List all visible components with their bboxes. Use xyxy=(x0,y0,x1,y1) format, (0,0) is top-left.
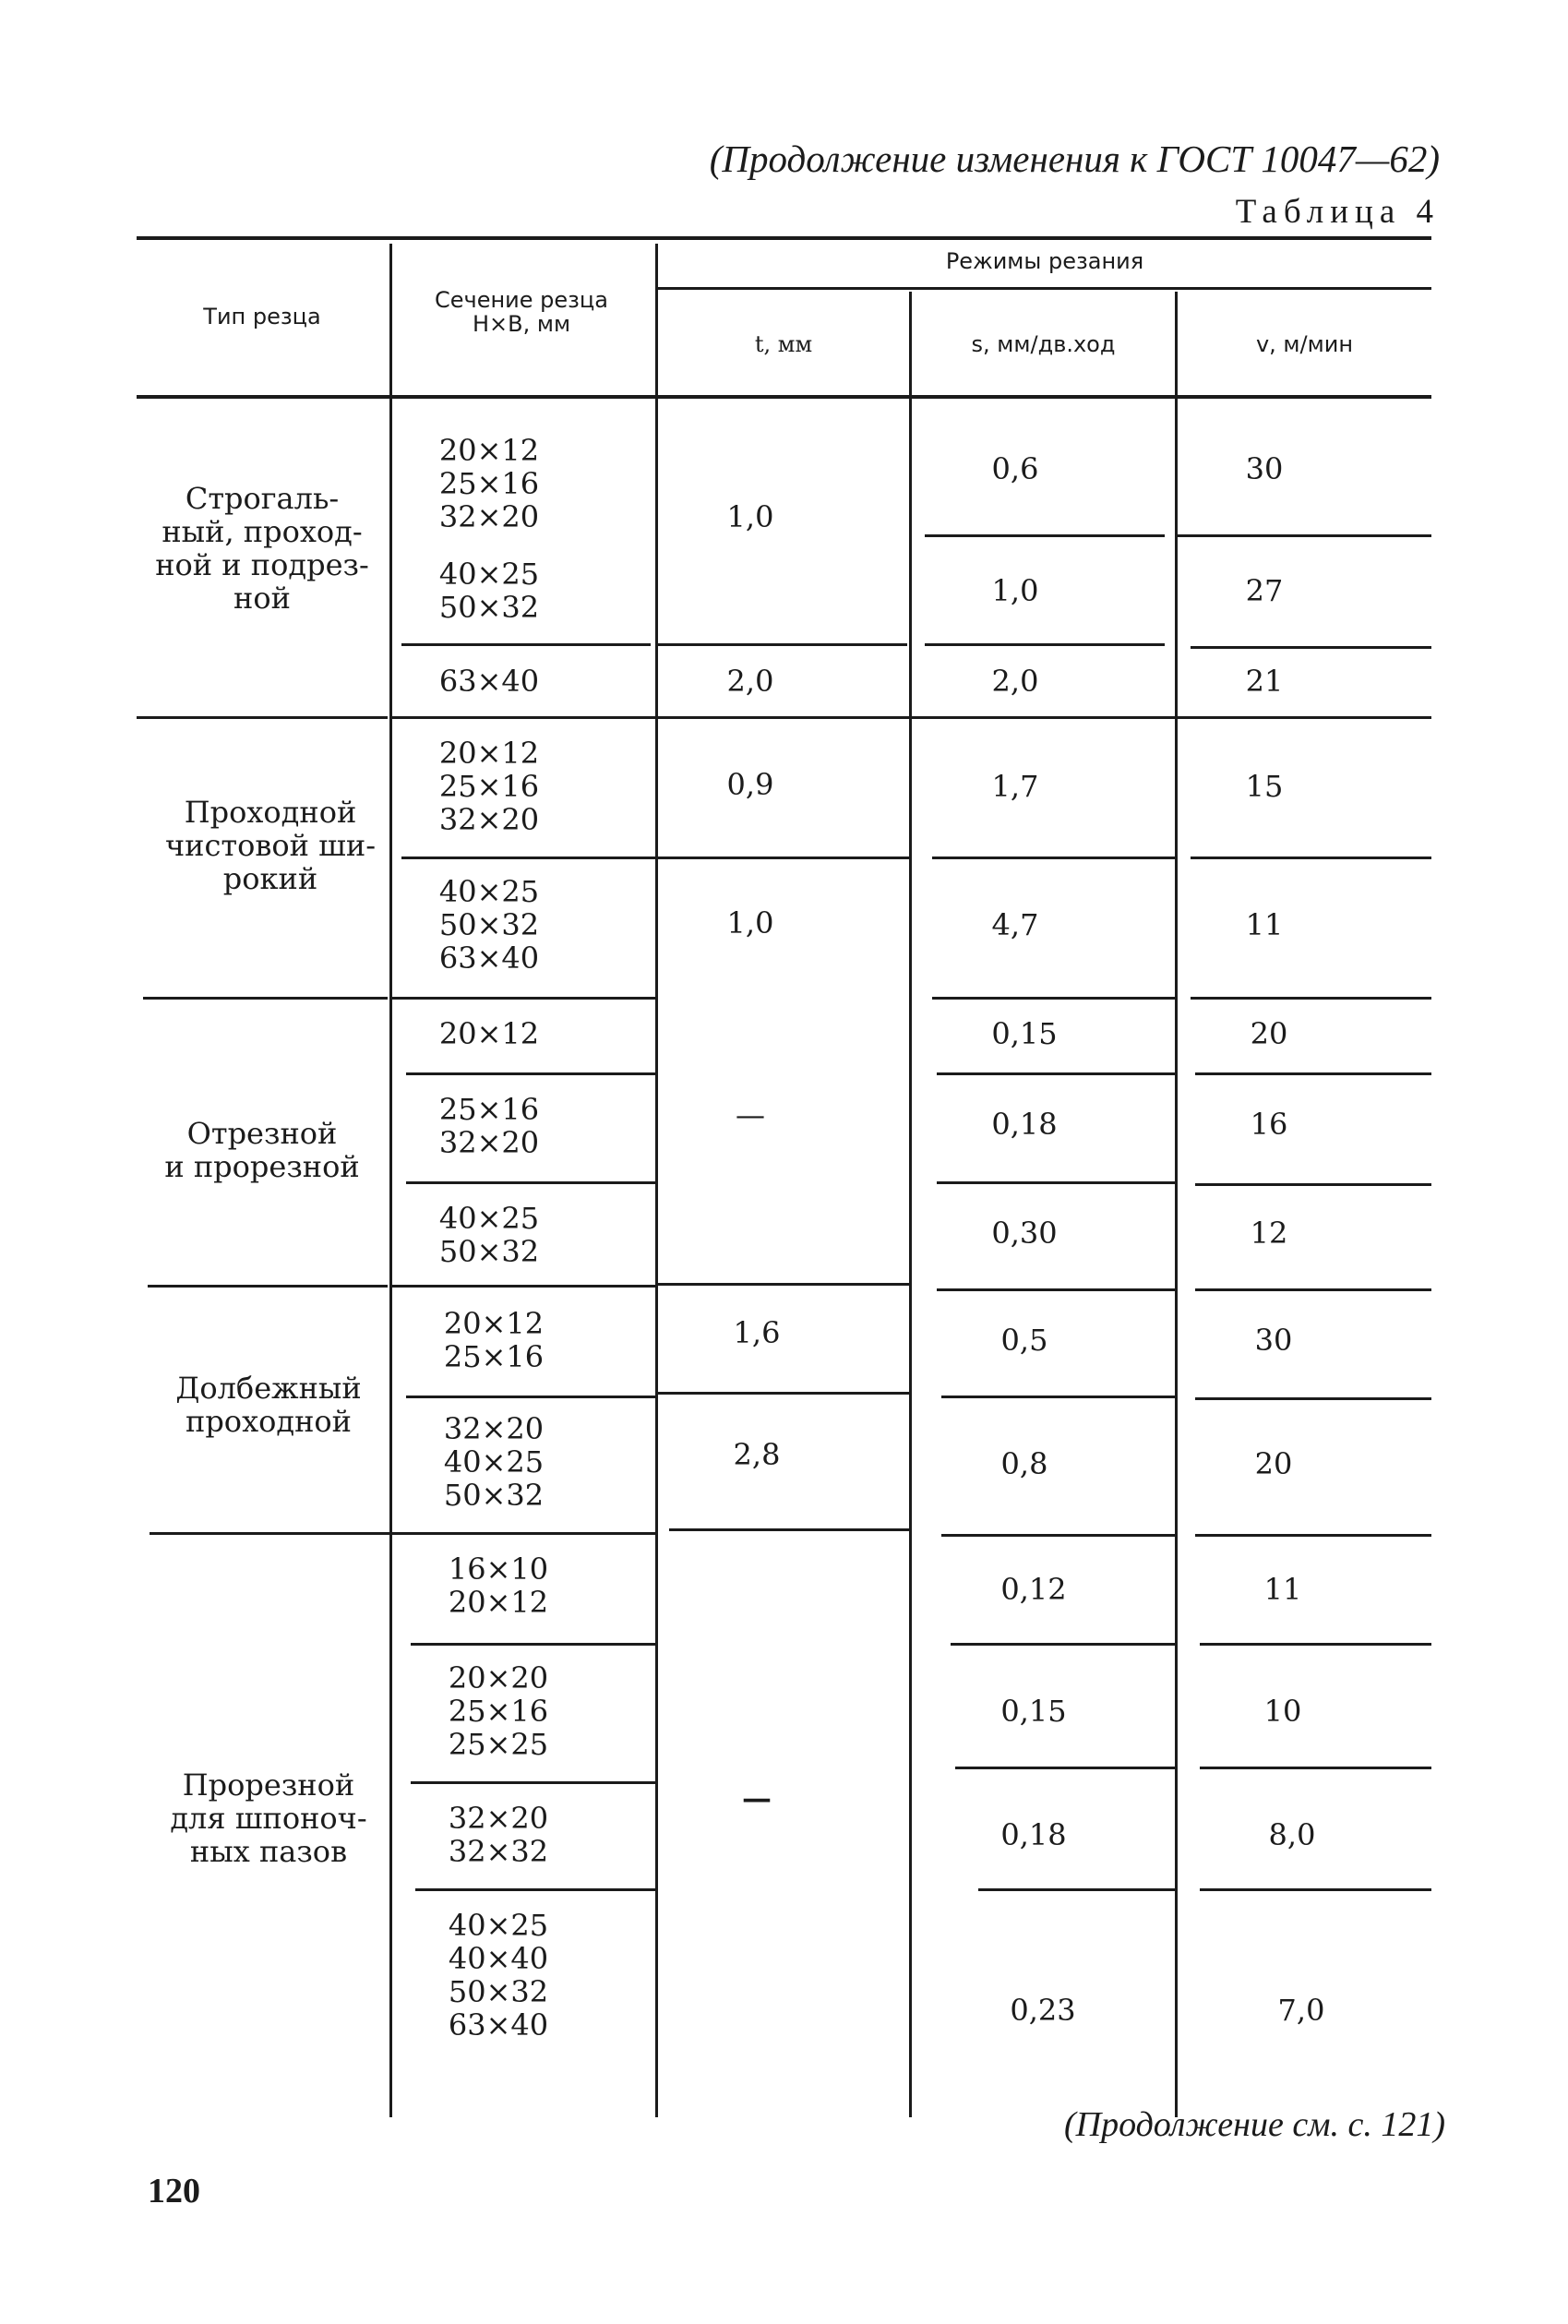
s-value-cell: 0,18 xyxy=(1000,1817,1067,1852)
section-cell: 20×12 xyxy=(438,1016,540,1051)
row-rule xyxy=(937,1181,1175,1184)
t-value-cell: 2,8 xyxy=(733,1437,781,1472)
cutter-type-cell: Проходной чистовой ши- рокий xyxy=(164,795,377,896)
row-rule xyxy=(912,716,1175,719)
t-value-cell: — xyxy=(742,1780,772,1815)
col-divider-t xyxy=(909,292,912,2117)
column-header-v: v, м/мин xyxy=(1255,331,1354,357)
cutter-type-cell: Строгаль- ный, проход- ной и подрез- ной xyxy=(155,481,369,616)
v-value-cell: 20 xyxy=(1250,1016,1288,1051)
s-value-cell: 2,0 xyxy=(991,664,1039,699)
row-rule xyxy=(941,1396,1175,1398)
row-rule xyxy=(406,1072,655,1075)
row-rule xyxy=(1191,997,1431,1000)
row-rule xyxy=(658,1283,909,1286)
continuation-note-footer: (Продолжение см. с. 121) xyxy=(1063,2105,1445,2144)
row-rule xyxy=(955,1767,1175,1769)
row-rule xyxy=(1195,1288,1431,1291)
section-cell: 25×16 32×20 xyxy=(438,1092,540,1160)
group-rule xyxy=(148,1285,388,1288)
s-value-cell: 0,8 xyxy=(1000,1446,1048,1481)
header-bottom-rule xyxy=(137,395,1431,399)
row-rule xyxy=(1195,1072,1431,1075)
v-value-cell: 11 xyxy=(1263,1572,1302,1607)
t-value-cell: 1,0 xyxy=(726,499,774,534)
column-header-modes: Режимы резания xyxy=(945,248,1144,274)
t-value-cell: — xyxy=(736,1097,765,1132)
s-value-cell: 0,15 xyxy=(1000,1694,1067,1729)
cutter-type-cell: Отрезной и прорезной xyxy=(164,1116,360,1184)
section-cell: 32×20 40×25 50×32 xyxy=(443,1411,545,1513)
col-divider-type xyxy=(389,244,392,2117)
v-value-cell: 15 xyxy=(1245,769,1284,804)
s-value-cell: 0,15 xyxy=(991,1016,1058,1051)
v-value-cell: 21 xyxy=(1245,664,1284,699)
col-divider-s xyxy=(1175,292,1178,2117)
group-rule xyxy=(137,716,388,719)
v-value-cell: 12 xyxy=(1250,1216,1288,1251)
row-rule xyxy=(392,716,655,719)
row-rule xyxy=(1200,1767,1431,1769)
row-rule xyxy=(1195,1534,1431,1537)
row-rule xyxy=(415,1888,655,1891)
t-value-cell: 1,6 xyxy=(733,1315,781,1350)
t-value-cell: 0,9 xyxy=(726,767,774,802)
s-value-cell: 0,12 xyxy=(1000,1572,1067,1607)
column-header-section: Сечение резца H×B, мм xyxy=(435,287,608,337)
row-rule xyxy=(941,1534,1175,1537)
row-rule xyxy=(978,1888,1175,1891)
v-value-cell: 20 xyxy=(1254,1446,1293,1481)
section-cell: 40×25 50×32 xyxy=(438,557,540,625)
table-label: Таблица 4 xyxy=(1235,193,1440,231)
section-cell: 20×20 25×16 25×25 xyxy=(448,1660,549,1762)
page-number: 120 xyxy=(148,2172,200,2210)
section-cell: 40×25 40×40 50×32 63×40 xyxy=(448,1908,549,2042)
row-rule xyxy=(658,1392,909,1395)
row-rule xyxy=(1191,857,1431,859)
section-cell: 20×12 25×16 32×20 xyxy=(438,736,540,837)
section-cell: 20×12 25×16 32×20 xyxy=(438,433,540,534)
row-rule xyxy=(1200,1888,1431,1891)
row-rule xyxy=(1200,1643,1431,1646)
row-rule xyxy=(411,1643,655,1646)
section-cell: 40×25 50×32 63×40 xyxy=(438,874,540,976)
row-rule xyxy=(925,534,1165,537)
row-rule xyxy=(1178,716,1431,719)
cutter-type-cell: Прорезной для шпоноч- ных пазов xyxy=(170,1767,367,1869)
table-top-rule xyxy=(137,236,1431,240)
row-rule xyxy=(932,997,1175,1000)
row-rule xyxy=(937,1072,1175,1075)
row-rule xyxy=(406,1396,655,1398)
row-rule xyxy=(392,1532,655,1535)
v-value-cell: 30 xyxy=(1254,1323,1293,1358)
row-rule xyxy=(658,857,909,859)
column-header-s: s, мм/дв.ход xyxy=(971,331,1116,357)
row-rule xyxy=(925,643,1165,646)
v-value-cell: 7,0 xyxy=(1277,1993,1325,2028)
t-value-cell: 2,0 xyxy=(726,664,774,699)
row-rule xyxy=(932,857,1175,859)
row-rule xyxy=(658,716,909,719)
s-value-cell: 1,7 xyxy=(991,769,1039,804)
section-cell: 63×40 xyxy=(438,664,540,699)
row-rule xyxy=(411,1781,655,1784)
s-value-cell: 0,18 xyxy=(991,1107,1058,1142)
v-value-cell: 8,0 xyxy=(1268,1817,1316,1852)
t-value-cell: 1,0 xyxy=(726,905,774,940)
column-header-t: t, мм xyxy=(754,331,813,357)
v-value-cell: 16 xyxy=(1250,1107,1288,1142)
row-rule xyxy=(658,643,907,646)
v-value-cell: 30 xyxy=(1245,451,1284,486)
section-cell: 20×12 25×16 xyxy=(443,1306,545,1374)
row-rule xyxy=(669,1528,909,1531)
s-value-cell: 0,23 xyxy=(1010,1993,1076,2028)
row-rule xyxy=(392,1285,655,1288)
s-value-cell: 0,30 xyxy=(991,1216,1058,1251)
row-rule xyxy=(1195,1397,1431,1400)
row-rule xyxy=(1191,646,1431,649)
section-cell: 40×25 50×32 xyxy=(438,1201,540,1269)
row-rule xyxy=(401,857,655,859)
v-value-cell: 10 xyxy=(1263,1694,1302,1729)
cutter-type-cell: Долбежный проходной xyxy=(175,1371,362,1439)
section-cell: 32×20 32×32 xyxy=(448,1801,549,1869)
s-value-cell: 0,6 xyxy=(991,451,1039,486)
v-value-cell: 27 xyxy=(1245,573,1284,608)
group-rule xyxy=(150,1532,389,1535)
s-value-cell: 1,0 xyxy=(991,573,1039,608)
row-rule xyxy=(1195,1183,1431,1186)
row-rule xyxy=(951,1643,1175,1646)
row-rule xyxy=(937,1288,1175,1291)
row-rule xyxy=(401,643,651,646)
section-cell: 16×10 20×12 xyxy=(448,1551,549,1620)
s-value-cell: 4,7 xyxy=(991,907,1039,942)
group-rule xyxy=(143,997,388,1000)
continuation-note-header: (Продолжение изменения к ГОСТ 10047—62) xyxy=(709,138,1440,180)
s-value-cell: 0,5 xyxy=(1000,1323,1048,1358)
row-rule xyxy=(392,997,655,1000)
v-value-cell: 11 xyxy=(1245,907,1284,942)
modes-header-rule xyxy=(655,287,1431,290)
row-rule xyxy=(1178,534,1431,537)
column-header-type: Тип резца xyxy=(203,304,321,329)
row-rule xyxy=(406,1181,655,1184)
